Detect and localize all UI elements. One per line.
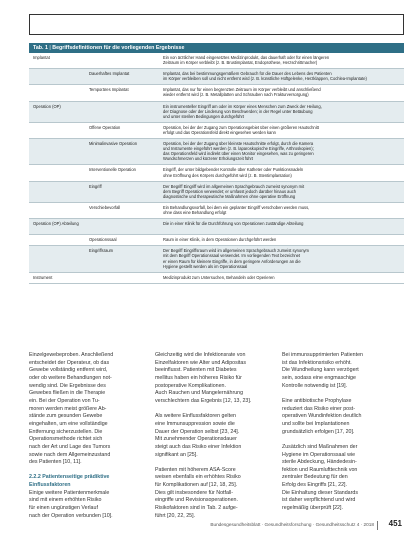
page-number: 451 <box>388 519 402 528</box>
body-line: Als weitere Einflussfaktoren gelten <box>155 413 236 420</box>
body-line: Zusätzlich sind Maßnahmen der <box>282 443 358 450</box>
body-line: verschlechtern das Ergebnis [12, 13, 23]. <box>155 397 252 404</box>
body-line: eingehalten, um eine vollständige <box>29 420 108 427</box>
definition-line: das Operationsfeld wird indirekt über einen Monitor eingesehen, was zu geringeren <box>163 151 314 157</box>
table-row <box>29 273 404 284</box>
body-line: führt [20, 22, 25]. <box>155 512 196 519</box>
table-cell-subterm: Interventionelle Operation <box>89 167 136 173</box>
table-cell-definition <box>163 71 401 81</box>
body-line: Auch Rauchen und Mangelernährung <box>155 390 244 397</box>
table-cell-term: Operation (OP) Abteilung <box>33 221 79 227</box>
table-row <box>29 165 404 181</box>
body-line: Patienten mit höherem ASA-Score <box>155 466 236 473</box>
table-cell-definition <box>163 125 401 135</box>
header-banner <box>29 14 404 35</box>
body-line: Risikofaktoren sind in Tab. 2 aufge- <box>155 505 238 512</box>
body-line: wendig sind. Die Ergebnisse des <box>29 382 106 389</box>
body-line: fektion und Raumlufttechnik von <box>282 466 358 473</box>
body-line: regelmäßig überprüft [22]. <box>282 505 343 512</box>
definition-line: Hygiene gestellt werden als im Operationssaal <box>163 263 248 269</box>
definition-line: Wundschmerzen und kürzerer Erholungszeit führt <box>163 156 254 162</box>
body-line: Kontrolle notwendig ist [19]. <box>282 382 348 389</box>
body-line: und sollte bei Implantationen <box>282 420 350 427</box>
paragraph-break <box>29 467 147 475</box>
body-line: ist das Infektionsrisiko erhöht. <box>282 359 352 366</box>
definition-line: und Instrumente eingeführt werden (z. B. laparoskopische Eingriffe, Arthroskopien); <box>163 146 314 152</box>
body-line: Entfernung sicherzustellen. Die <box>29 428 103 435</box>
table-row <box>29 246 404 272</box>
text-column-2 <box>155 352 273 520</box>
definition-line: Ein instrumenteller Eingriff am oder im Körper eines Menschen zum Zweck der Heilung, <box>163 103 322 109</box>
definition-line: er einen Raum für kleinere Eingriffe, in dem geringere Anforderungen an die <box>163 258 301 264</box>
body-line: Die Wundheilung kann verzögert <box>282 367 359 374</box>
table-row <box>29 53 404 69</box>
definition-line: und unter sterilen Bedingungen durchgeführt <box>163 113 245 119</box>
definition-line: ohne dass eine Behandlung erfolgt <box>163 210 227 216</box>
table-cell-definition <box>163 237 401 242</box>
body-line: 2.2.2 Patientenseitige prädiktive <box>29 474 110 481</box>
paragraph-break <box>282 390 404 398</box>
table-cell-subterm: Operationssaal <box>89 237 117 243</box>
table-caption: Tab. 1 <box>33 45 48 51</box>
table-row <box>29 69 404 85</box>
table-row <box>29 102 404 123</box>
definition-line: mit dem Begriff Operationssaal verwendet. Im vorliegenden Text bezeichnet <box>163 253 301 259</box>
definition-line: Ein Behandlungsvorfall, bei dem ein geplanter Eingriff verschoben werden muss, <box>163 204 310 210</box>
table-cell-definition <box>163 104 401 119</box>
body-line: beeinflusst. Patienten mit Diabetes <box>155 367 237 374</box>
definition-line: im Körper verbleiben soll und nicht entfernt wird (z. B. künstliche Hüftgelenke, Herzklappen, Cochlea-Implantate) <box>163 76 367 82</box>
table-cell-definition <box>163 275 401 280</box>
definition-line: Operation, bei der der Zugang zum Operationsgebiet über einen größeren Hautschnitt <box>163 124 319 130</box>
body-line: sein, sodass eine engmaschige <box>282 374 356 381</box>
body-line: reduziert das Risiko einer post- <box>282 405 356 412</box>
body-line: Mit zunehmender Operationsdauer <box>155 436 237 443</box>
table-row <box>29 203 404 219</box>
definition-line: Raum in einer Klinik, in dem Operationen durchgeführt werden <box>163 237 277 243</box>
paragraph-break <box>155 406 273 414</box>
body-line: Operationsmethode richtet sich <box>29 436 103 443</box>
table-cell-definition <box>163 55 401 65</box>
table-row <box>29 139 404 165</box>
body-line: zentraler Bedeutung für den <box>282 474 348 481</box>
body-line: Die Einhaltung dieser Standards <box>282 489 358 496</box>
body-line: mellitus haben ein höheres Risiko für <box>155 374 242 381</box>
table-cell-subterm: Verschiebevorfall <box>89 204 121 210</box>
body-line: ein. Bei der Operation von Tu- <box>29 397 100 404</box>
table-title: Tab. 1 | Begriffsdefinitionen für die vorliegenden Ergebnisse <box>29 43 404 53</box>
definition-line: Der Begriff Eingriff wird im allgemeinen Sprachgebrauch zumeist synonym mit <box>163 183 305 189</box>
table-row <box>29 85 404 101</box>
definition-line: Zeitraum im Körper verbleibt (z. B. Brustimplantat, Endoprothese, Herzschrittmacher) <box>163 60 318 66</box>
table-cell-definition <box>163 221 401 226</box>
table-cell-definition <box>163 87 401 97</box>
body-line: entscheidet der Operateur, ob das <box>29 359 110 366</box>
definition-line: Ein von ärztlicher Hand eingesetztes Medizinprodukt, das dauerhaft oder für einen längeren <box>163 55 330 60</box>
table-cell-subterm: Temporäres Implantat <box>89 87 129 93</box>
body-line: Gleichzeitig wird die Infektionsrate von <box>155 352 246 358</box>
definition-line: erfolgt und das Operationsfeld direkt eingesehen werden kann <box>163 129 276 135</box>
table-row <box>29 235 404 246</box>
body-line: für Komplikationen auf [12, 18, 25]. <box>155 482 238 489</box>
page-footer <box>29 520 404 532</box>
definition-line: dem Begriff Operation verwendet; er umfasst jedoch darüber hinaus auch <box>163 188 297 194</box>
table-body <box>29 53 404 284</box>
body-line: grundsätzlich erfolgen [17, 20]. <box>282 428 355 435</box>
body-line: nach der Operation verbunden [10]. <box>29 512 113 519</box>
body-line: moren werden meist größere Ab- <box>29 405 107 412</box>
definition-line: Die in einer Klinik für die Durchführung von Operationen zuständige Abteilung <box>163 221 304 227</box>
table-cell-subterm: Dauerhaftes Implantat <box>89 71 130 77</box>
body-line: Einige weitere Patientenmerkmale <box>29 489 110 496</box>
definition-line: der Diagnose oder der Linderung von Beschwerden; in der Regel unter Betäubung <box>163 108 313 114</box>
body-line: Einflussfaktoren <box>29 482 71 489</box>
body-line: eingriffe und Revisionsoperationen. <box>155 497 238 504</box>
table-cell-subterm: Eingriffsraum <box>89 248 114 254</box>
body-line: Einzelgewebeproben. Anschließend <box>29 352 114 358</box>
definition-line: wieder entfernt wird (z. B. Metallplatten und Schrauben nach Frakturversorgung) <box>163 92 309 98</box>
table-cell-definition <box>163 248 401 268</box>
definition-line: Implantat, das nur für einen begrenzten Zeitraum im Körper verbleibt und anschließend <box>163 87 321 93</box>
body-line: nach der Art und Lage des Tumors <box>29 443 111 450</box>
footer-divider <box>377 521 378 530</box>
text-column-3 <box>282 352 404 513</box>
table-row <box>29 182 404 203</box>
body-line: Hygiene im Operationssaal wie <box>282 451 356 458</box>
table-cell-subterm: Offene Operation <box>89 124 121 130</box>
text-column-1 <box>29 352 147 520</box>
body-line: oder ob weitere Behandlungen not- <box>29 374 112 381</box>
body-line: Gewebe vollständig entfernt wird, <box>29 367 108 374</box>
body-line: sowie nach dem Allgemeinzustand <box>29 451 111 458</box>
table-row <box>29 123 404 139</box>
definition-line: Implantat, das bei bestimmungsgemäßem Gebrauch für die Dauer des Lebens des Patienten <box>163 71 332 77</box>
body-line: Gewebes fließen in die Therapie <box>29 390 106 397</box>
table-cell-term: Implantat <box>33 55 50 60</box>
definition-line: Medizinprodukt zum Untersuchen, Behandeln oder Operieren <box>163 274 275 280</box>
definition-line: diagnostische und therapeutische Maßnahmen ohne operative Eröffnung <box>163 193 296 199</box>
definition-line: Der Begriff Eingriffsraum wird im allgemeinen Sprachgebrauch zumeist synonym <box>163 248 309 254</box>
table-cell-definition <box>163 205 401 215</box>
body-line: postoperative Komplikationen. <box>155 382 226 389</box>
table-cell-subterm: Minimalinvasive Operation <box>89 141 138 147</box>
table-caption-title: Begriffsdefinitionen für die vorliegenden Ergebnisse <box>52 45 185 51</box>
paragraph-break <box>282 436 404 444</box>
table-cell-definition <box>163 184 401 199</box>
body-line: stände zum gesunden Gewebe <box>29 413 103 420</box>
body-line: Einzelfaktoren wie Alter und Adipositas <box>155 359 246 366</box>
body-line: Dauer der Operation selbst [23, 24]. <box>155 428 240 435</box>
body-line: eine Immunsuppression sowie die <box>155 420 235 427</box>
table-cell-subterm: Eingriff <box>89 183 102 189</box>
table-cell-definition <box>163 141 401 161</box>
body-line: sterile Abdeckung, Händedesin- <box>282 459 357 466</box>
table-cell-term: Operation (OP) <box>33 103 61 109</box>
body-line: weisen ebenfalls ein erhöhtes Risiko <box>155 474 241 481</box>
body-line: Dies gilt insbesondere für Notfall- <box>155 489 234 496</box>
body-line: des Patienten [10, 11]. <box>29 459 82 466</box>
paragraph-break <box>155 459 273 467</box>
definition-line: Eingriff, der unter bildgebender Kontrolle über Katheter oder Punktionsnadeln <box>163 167 304 173</box>
body-line: für einen ungünstigen Verlauf <box>29 505 98 512</box>
definitions-table <box>29 43 404 284</box>
body-line: Bei immunsupprimierten Patienten <box>282 352 363 358</box>
body-line: operativen Wundinfektion deutlich <box>282 413 362 420</box>
body-line: steigt auch das Risiko einer Infektion <box>155 443 242 450</box>
journal-citation: Bundesgesundheitsblatt · Gesundheitsforschung · Gesundheitsschutz 4 · 2018 <box>210 522 374 527</box>
body-line: Erfolg des Eingriffs [21, 22]. <box>282 482 347 489</box>
body-line: signifikant an [25]. <box>155 451 198 458</box>
definition-line: ohne Eröffnung des Körpers durchgeführt wird (z. B. Stentimplantation) <box>163 172 292 178</box>
body-line: ist daher verpflichtend und wird <box>282 497 356 504</box>
table-cell-definition <box>163 167 401 177</box>
definition-line: Operation, bei der der Zugang über kleinste Hautschnitte erfolgt, durch die Kamera <box>163 141 314 147</box>
body-line: sind mit einem erhöhten Risiko <box>29 497 102 504</box>
table-row <box>29 219 404 235</box>
table-cell-term: Instrument <box>33 274 53 280</box>
body-line: Eine antibiotische Prophylaxe <box>282 397 352 404</box>
